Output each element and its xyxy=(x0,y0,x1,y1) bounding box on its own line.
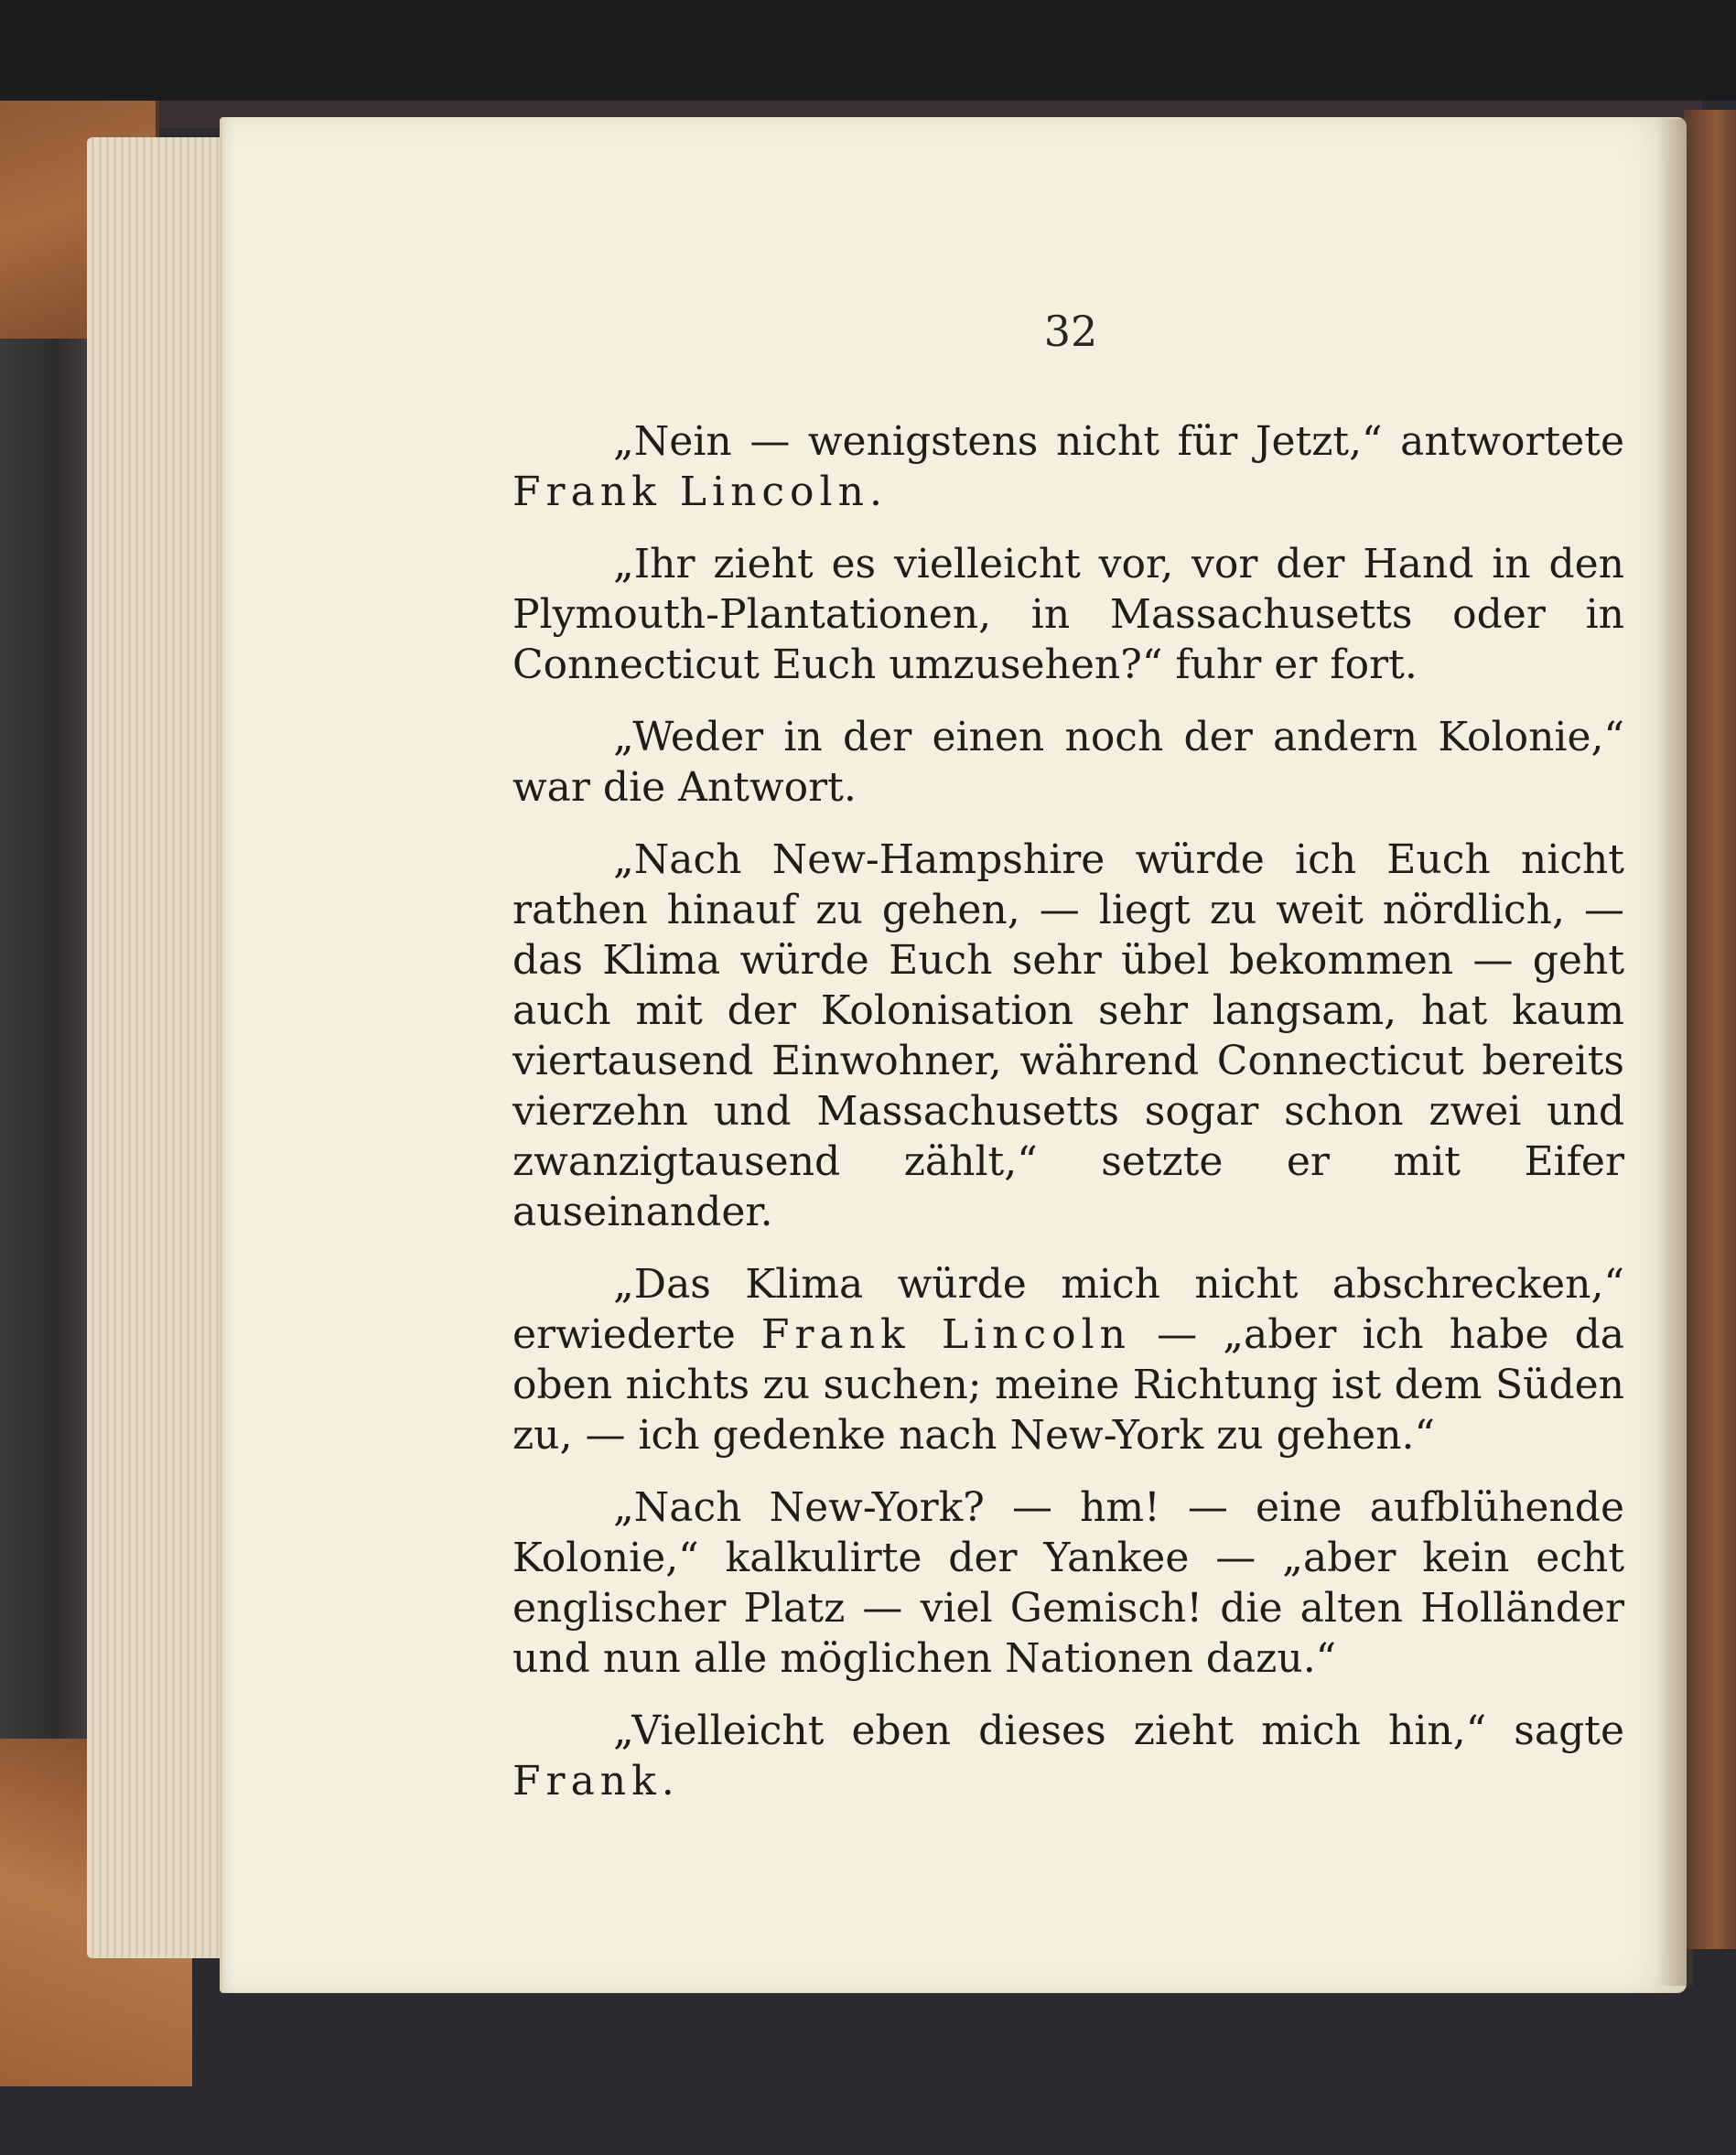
page-gutter-shadow xyxy=(1656,119,1693,1986)
text-segment: „Das Klima würde mich nicht abschrecken,“ erwiederte xyxy=(512,1261,1624,1358)
book-spine xyxy=(0,110,101,2013)
text-segment: — „aber ich habe da oben nichts zu suchen; meine Richtung ist dem Süden zu, — ich gedenke nach New-York zu gehen.“ xyxy=(512,1311,1625,1459)
paragraph xyxy=(512,539,1624,690)
text-segment: „Vielleicht eben dieses zieht mich hin,“ sagte xyxy=(613,1708,1624,1754)
text-segment: „Nach New-York? — hm! — eine aufblühende Kolonie,“ kalkulirte der Yankee — „aber kein echt englischer Platz — viel Gemisch! die alten Holländer und nun alle möglichen Nationen dazu.“ xyxy=(512,1484,1624,1682)
text-segment: „Nach New-Hampshire würde ich Euch nicht rathen hinauf zu gehen, — liegt zu weit nördlich, — das Klima würde Euch sehr übel bekommen — geht auch mit der Kolonisation sehr langsam, hat kaum viertausend Einwohner, während Connecticut bereits vierzehn und Massachusetts sogar schon zwei und zwanzigtausend zählt,“ setzte er mit Eifer auseinander. xyxy=(512,836,1624,1235)
paragraph xyxy=(512,835,1624,1237)
paragraph xyxy=(512,416,1624,517)
paragraph xyxy=(512,712,1624,813)
text-segment: „Nein — wenigstens nicht für Jetzt,“ antwortete xyxy=(613,418,1624,465)
name-spaced: Frank Lincoln xyxy=(760,1311,1131,1358)
name-spaced: Frank xyxy=(512,1758,662,1805)
text-segment: „Ihr zieht es vielleicht vor, vor der Hand in den Plymouth-Plantationen, in Massachusetts oder in Connecticut Euch umzusehen?“ fuhr er fort. xyxy=(512,541,1624,688)
text-segment: . xyxy=(868,469,882,515)
page-number: 32 xyxy=(1043,307,1098,356)
page-text xyxy=(512,416,1624,1828)
name-spaced: Frank Lincoln xyxy=(512,469,869,515)
text-segment: „Weder in der einen noch der andern Kolonie,“ war die Antwort. xyxy=(512,714,1624,811)
paragraph xyxy=(512,1259,1624,1460)
paragraph xyxy=(512,1706,1624,1806)
paragraph xyxy=(512,1482,1624,1684)
text-segment: . xyxy=(661,1758,674,1805)
